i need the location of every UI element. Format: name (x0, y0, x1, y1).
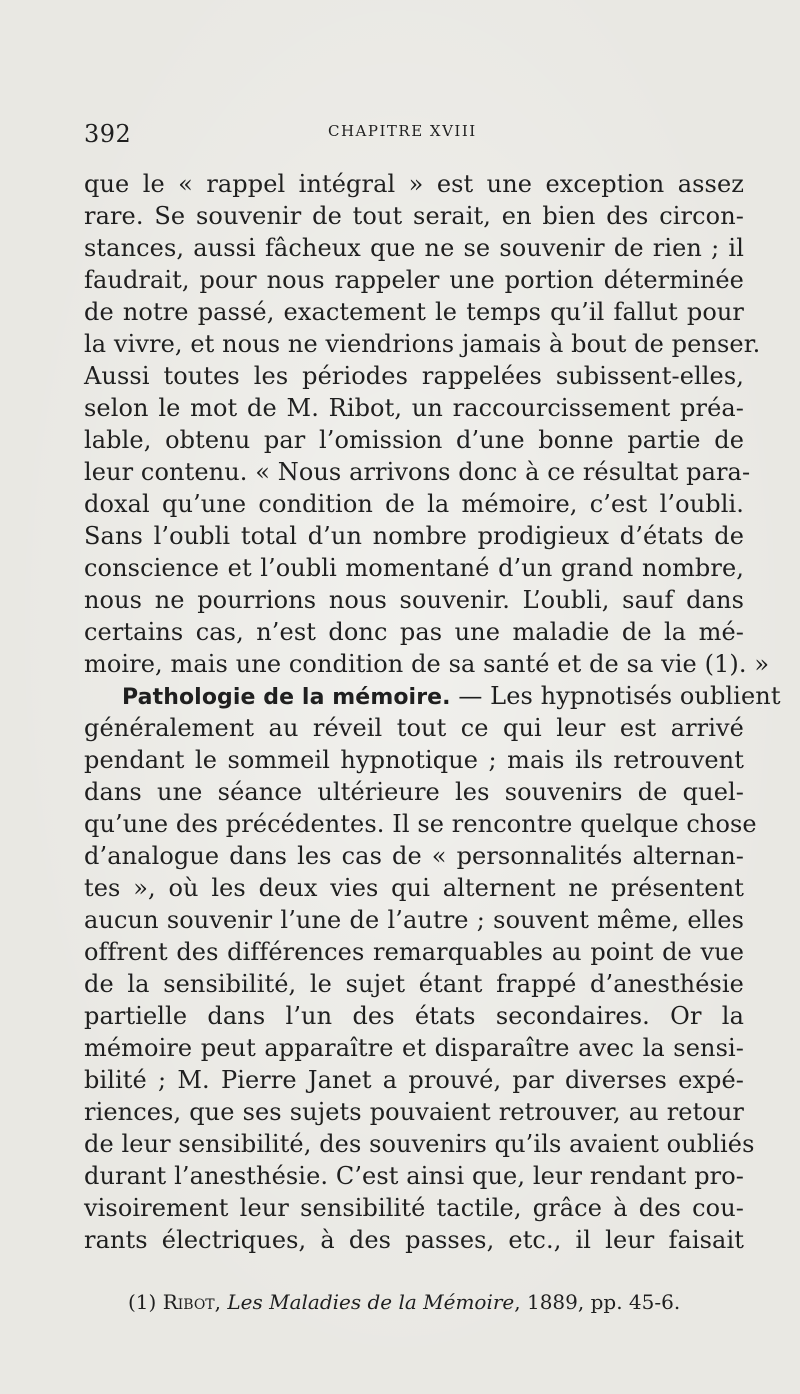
text-line: aucun souvenir l’une de l’autre ; souvent même, elles (84, 906, 744, 934)
paragraph-first-line-rest: — Les hypnotisés oublient (450, 682, 781, 710)
text-line: conscience et l’oubli momentané d’un grand nombre, (84, 554, 744, 582)
footnote-rest: , 1889, pp. 45-6. (514, 1290, 681, 1314)
text-line: lable, obtenu par l’omission d’une bonne partie de (84, 426, 744, 454)
section-heading: Pathologie de la mémoire. (122, 685, 451, 710)
text-line: durant l’anesthésie. C’est ainsi que, leur rendant pro- (84, 1162, 744, 1190)
text-line: qu’une des précédentes. Il se rencontre quelque chose (84, 810, 757, 838)
text-line: certains cas, n’est donc pas une maladie de la mé- (84, 618, 744, 646)
text-line: moire, mais une condition de sa santé et de sa vie (1). » (84, 650, 770, 678)
page-number: 392 (84, 120, 132, 148)
text-line: de leur sensibilité, des souvenirs qu’ils avaient oubliés (84, 1130, 755, 1158)
text-line: nous ne pourrions nous souvenir. L’oubli, sauf dans (84, 586, 744, 614)
text-line: la vivre, et nous ne viendrions jamais à bout de penser. (84, 330, 761, 358)
text-line: rare. Se souvenir de tout serait, en bien des circon- (84, 202, 744, 230)
text-line: bilité ; M. Pierre Janet a prouvé, par diverses expé- (84, 1066, 744, 1094)
text-line: dans une séance ultérieure les souvenirs de quel- (84, 778, 744, 806)
footnote-author: Ribot (162, 1290, 215, 1314)
text-line: partielle dans l’un des états secondaires. Or la (84, 1002, 744, 1030)
text-line: tes », où les deux vies qui alternent ne présentent (84, 874, 744, 902)
text-line: riences, que ses sujets pouvaient retrouver, au retour (84, 1098, 744, 1126)
text-line: généralement au réveil tout ce qui leur est arrivé (84, 714, 744, 742)
text-line: stances, aussi fâcheux que ne se souvenir de rien ; il (84, 234, 744, 262)
text-line: rants électriques, à des passes, etc., il leur faisait (84, 1226, 744, 1254)
text-line: de la sensibilité, le sujet étant frappé d’anesthésie (84, 970, 744, 998)
footnote-separator: , (214, 1290, 228, 1314)
text-line: doxal qu’une condition de la mémoire, c’est l’oubli. (84, 490, 744, 518)
text-line: pendant le sommeil hypnotique ; mais ils retrouvent (84, 746, 744, 774)
footnote (128, 1290, 680, 1314)
text-line: mémoire peut apparaître et disparaître avec la sensi- (84, 1034, 744, 1062)
text-line: offrent des différences remarquables au point de vue (84, 938, 744, 966)
footnote-marker: (1) (128, 1290, 163, 1314)
text-line: que le « rappel intégral » est une exception assez (84, 170, 744, 198)
footnote-title: Les Maladies de la Mémoire (227, 1290, 515, 1314)
text-line: Aussi toutes les périodes rappelées subissent-elles, (84, 362, 744, 390)
text-line: de notre passé, exactement le temps qu’il fallut pour (84, 298, 744, 326)
text-line: faudrait, pour nous rappeler une portion déterminée (84, 266, 744, 294)
text-line: selon le mot de M. Ribot, un raccourcissement préa- (84, 394, 744, 422)
text-line: visoirement leur sensibilité tactile, grâce à des cou- (84, 1194, 744, 1222)
running-head: CHAPITRE XVIII (328, 122, 477, 140)
text-line: Sans l’oubli total d’un nombre prodigieux d’états de (84, 522, 744, 550)
text-line: d’analogue dans les cas de « personnalités alternan- (84, 842, 744, 870)
text-line: leur contenu. « Nous arrivons donc à ce résultat para- (84, 458, 751, 486)
paragraph-first-line (122, 680, 781, 712)
